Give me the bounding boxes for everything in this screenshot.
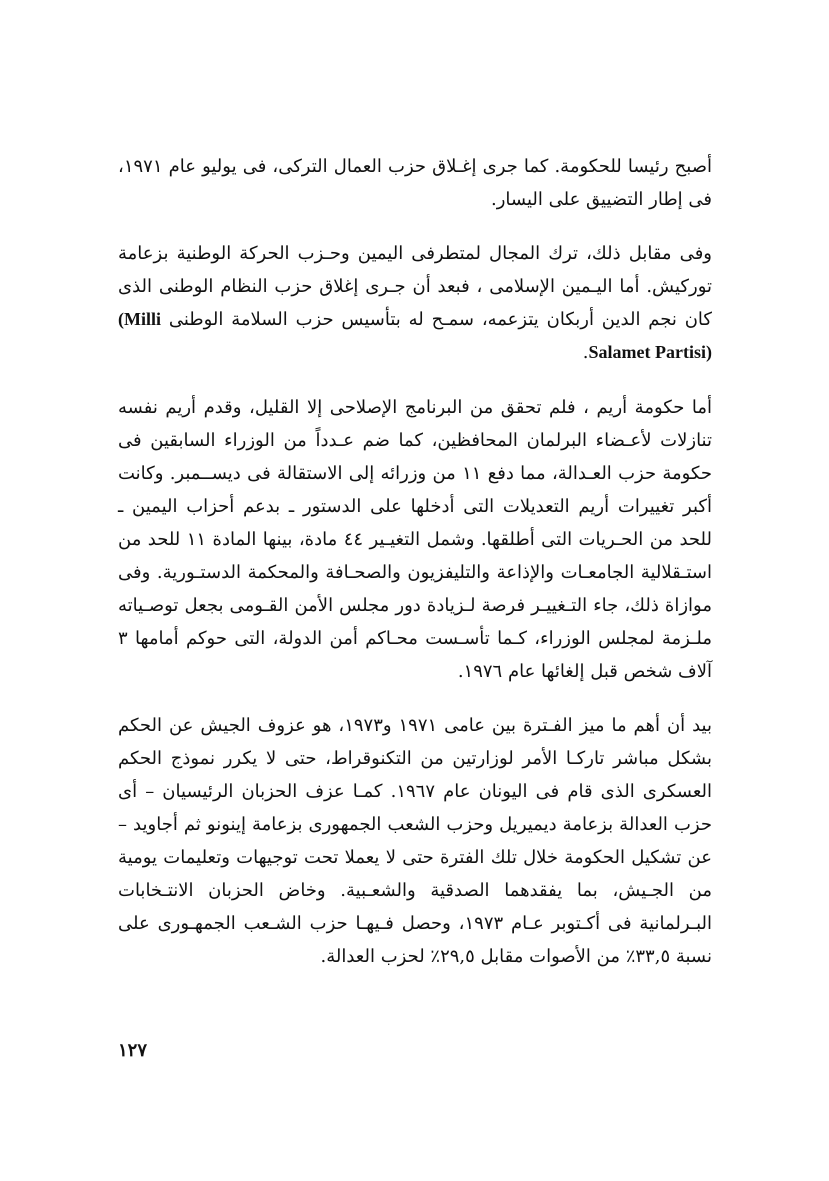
paragraph-4: بيد أن أهم ما ميز الفـترة بين عامى ١٩٧١ و١٩٧٣، هو عزوف الجيش عن الحكم بشكل مباشر تاركـا الأمر لوزارتين من التكنوقراط، حتى لا يكرر نموذج الحكم العسكرى الذى قام فى اليونان عام ١٩٦٧. كمـا عزف الحزبان الرئيسيان – أى حزب العدالة بزعامة ديميريل وحزب الشعب الجمهورى بزعامة إينونو ثم أجاويد – عن تشكيل الحكومة خلال تلك الفترة حتى لا يعملا تحت توجيهات وتعليمات يومية من الجـيش، بما يفقدهما الصدقية والشعـبية. وخاض الحزبان الانتـخابات البـرلمانية فى أكـتوبر عـام ١٩٧٣، وحصل فـيهـا حزب الشـعب الجمهـورى على نسبة ٣٣,٥٪ من الأصوات مقابل ٢٩,٥٪ لحزب العدالة. — [118, 715, 713, 967]
paragraph-3: أما حكومة أريم ، فلم تحقق من البرنامج الإصلاحى إلا القليل، وقدم أريم نفسه تنازلات لأعـضاء البرلمان المحافظين، كما ضم عـدداً من الوزراء السابقين فى حكومة حزب العـدالة، مما دفع ١١ من وزرائه إلى الاستقالة فى ديســمبر. وكانت أكبر تغييرات أريم التعديلات التى أدخلها على الدستور ـ بدعم أحزاب اليمين ـ للحد من الحـريات التى أطلقها. وشمل التغيـير ٤٤ مادة، بينها المادة ١١ للحد من استـقلالية الجامعـات والإذاعة والتليفزيون والصحـافة والمحكمة الدستـورية. وفى موازاة ذلك، جاء التـغييـر فرصة لـزيادة دور مجلس الأمن القـومى بجعل توصـياته ملـزمة لمجلس الوزراء، كـما تأسـست محـاكم أمن الدولة، التى حوكم أمامها ٣ آلاف شخص قبل إلغائها عام ١٩٧٦. — [118, 397, 712, 682]
paragraph-2-text: وفى مقابل ذلك، ترك المجال لمتطرفى اليمين وحـزب الحركة الوطنية بزعامة توركيش. أما اليـمين الإسلامى ، فبعد أن جـرى إغلاق حزب النظام الوطنى الذى كان نجم الدين أربكان يتزعمه، سمـح له بتأسيس حزب السلامة الوطنى — [118, 243, 712, 330]
paragraph-2: وفى مقابل ذلك، ترك المجال لمتطرفى اليمين وحـزب الحركة الوطنية بزعامة توركيش. أما اليـمين الإسلامى ، فبعد أن جـرى إغلاق حزب النظام الوطنى الذى كان نجم الدين أربكان يتزعمه، سمـح له بتأسيس حزب السلامة الوطنى (Milli Salamet Partisi). — [118, 243, 712, 363]
latin-party-name: (Milli Salamet Partisi) — [118, 309, 712, 362]
page-body — [118, 150, 712, 994]
paragraph-1: أصبح رئيسا للحكومة. كما جرى إغـلاق حزب العمال التركى، فى يوليو عام ١٩٧١، فى إطار التضييق على اليسار. — [118, 156, 712, 210]
page-number: ١٢٧ — [118, 1040, 148, 1061]
